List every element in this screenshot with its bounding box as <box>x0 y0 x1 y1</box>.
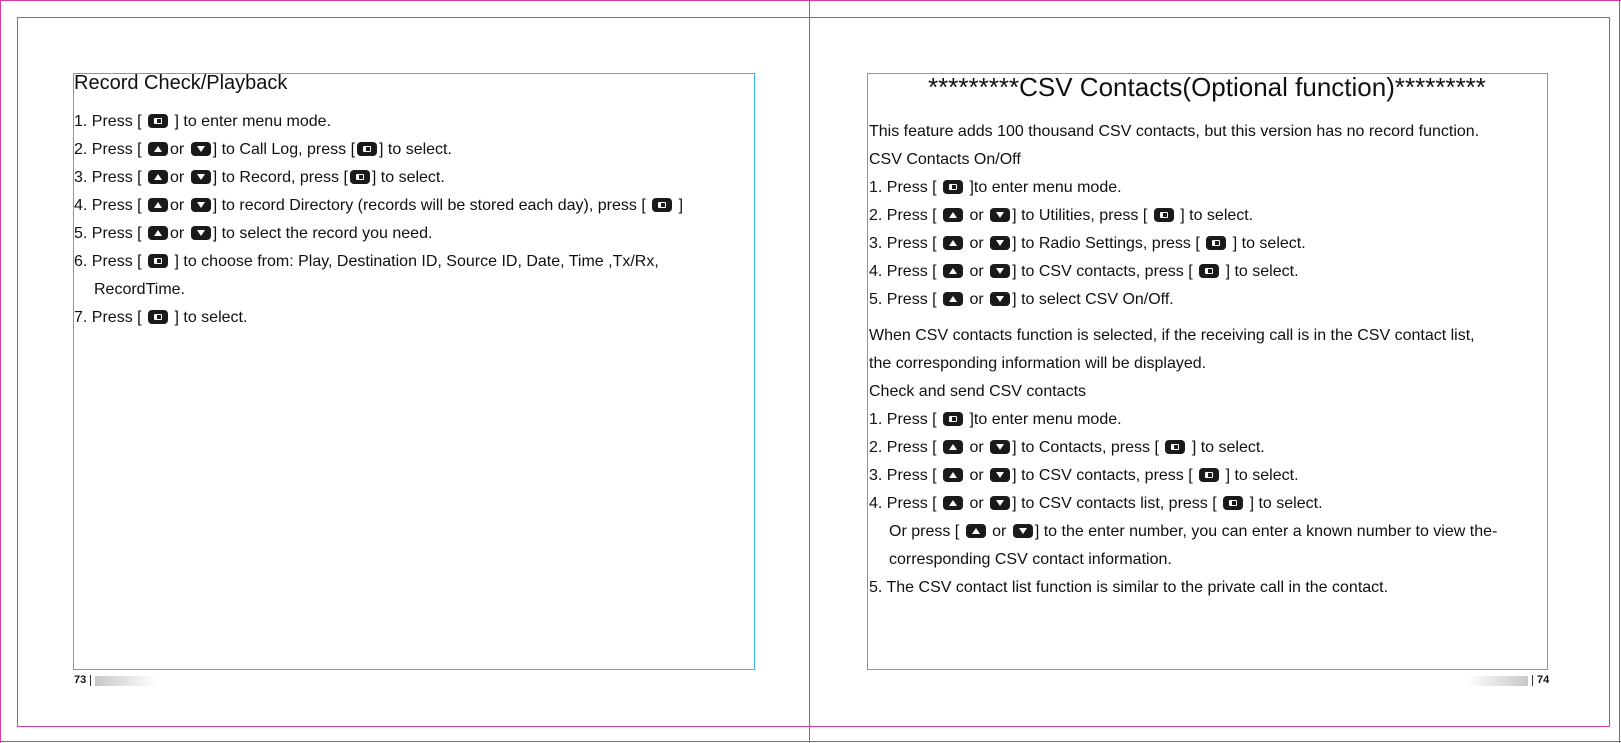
right-para-2: the corresponding information will be displayed. <box>869 355 1207 372</box>
menu-icon <box>148 310 168 324</box>
menu-icon <box>148 114 168 128</box>
left-page-number: 73 <box>74 674 87 686</box>
right-bleed-line <box>1619 0 1620 743</box>
menu-icon <box>943 180 963 194</box>
down-icon <box>1013 524 1033 538</box>
up-icon <box>148 170 168 184</box>
right-page-gradient-bar <box>1466 676 1528 686</box>
menu-icon <box>1165 440 1185 454</box>
down-icon <box>990 468 1010 482</box>
down-icon <box>990 440 1010 454</box>
down-icon <box>990 208 1010 222</box>
left-page-number-separator <box>90 675 91 686</box>
right-intro: This feature adds 100 thousand CSV contacts, but this version has no record function. <box>869 123 1480 140</box>
menu-icon <box>148 254 168 268</box>
menu-icon <box>1154 208 1174 222</box>
right-section-2-heading: Check and send CSV contacts <box>869 383 1087 400</box>
right-page-number: 74 <box>1537 674 1550 686</box>
up-icon <box>148 226 168 240</box>
down-icon <box>990 496 1010 510</box>
menu-icon <box>652 198 672 212</box>
down-icon <box>191 170 211 184</box>
menu-icon <box>350 170 370 184</box>
down-icon <box>990 292 1010 306</box>
down-icon <box>191 226 211 240</box>
up-icon <box>943 264 963 278</box>
right-para-1: When CSV contacts function is selected, if the receiving call is in the CSV contact list, <box>869 327 1475 344</box>
top-bleed-line <box>0 0 1621 1</box>
right-s1-step-1: 1. Press [ ]to enter menu mode. <box>869 179 1122 196</box>
right-or-press: Or press [ or ] to the enter number, you can enter a known number to view the- <box>889 523 1498 540</box>
up-icon <box>148 142 168 156</box>
up-icon <box>148 198 168 212</box>
left-page-frame <box>73 73 755 670</box>
menu-icon <box>1206 236 1226 250</box>
left-step-5: 5. Press [ or ] to select the record you need. <box>74 225 433 242</box>
menu-icon <box>1199 468 1219 482</box>
right-section-1-heading: CSV Contacts On/Off <box>869 151 1021 168</box>
up-icon <box>943 208 963 222</box>
menu-icon <box>357 142 377 156</box>
left-step-6-continued: RecordTime. <box>94 281 185 298</box>
up-icon <box>943 496 963 510</box>
right-s2-step-5: 5. The CSV contact list function is similar to the private call in the contact. <box>869 579 1389 596</box>
right-s1-step-4: 4. Press [ or ] to CSV contacts, press [ ] to select. <box>869 263 1299 280</box>
right-s2-step-3: 3. Press [ or ] to CSV contacts, press [ ] to select. <box>869 467 1299 484</box>
right-s2-step-4: 4. Press [ or ] to CSV contacts list, press [ ] to select. <box>869 495 1323 512</box>
up-icon <box>943 440 963 454</box>
up-icon <box>943 292 963 306</box>
up-icon <box>943 236 963 250</box>
down-icon <box>191 142 211 156</box>
down-icon <box>990 264 1010 278</box>
left-step-3: 3. Press [ or ] to Record, press [ ] to select. <box>74 169 445 186</box>
left-bleed-line <box>0 0 1 743</box>
up-icon <box>943 468 963 482</box>
right-s1-step-3: 3. Press [ or ] to Radio Settings, press [ ] to select. <box>869 235 1306 252</box>
spine-line <box>809 0 810 743</box>
left-page-gradient-bar <box>95 676 157 686</box>
right-s2-step-2: 2. Press [ or ] to Contacts, press [ ] to select. <box>869 439 1265 456</box>
right-s1-step-5: 5. Press [ or ] to select CSV On/Off. <box>869 291 1174 308</box>
down-icon <box>990 236 1010 250</box>
menu-icon <box>1199 264 1219 278</box>
bottom-bleed-line <box>0 741 1621 742</box>
right-s2-step-1: 1. Press [ ]to enter menu mode. <box>869 411 1122 428</box>
left-page-title: Record Check/Playback <box>74 72 288 94</box>
left-step-2: 2. Press [ or ] to Call Log, press [ ] to select. <box>74 141 452 158</box>
up-icon <box>966 524 986 538</box>
right-page-title: *********CSV Contacts(Optional function)********* <box>928 72 1486 102</box>
left-step-7: 7. Press [ ] to select. <box>74 309 248 326</box>
down-icon <box>191 198 211 212</box>
left-step-6: 6. Press [ ] to choose from: Play, Destination ID, Source ID, Date, Time ,Tx/Rx, <box>74 253 659 270</box>
right-s1-step-2: 2. Press [ or ] to Utilities, press [ ] to select. <box>869 207 1254 224</box>
right-or-press-continued: corresponding CSV contact information. <box>889 551 1172 568</box>
menu-icon <box>943 412 963 426</box>
left-step-1: 1. Press [ ] to enter menu mode. <box>74 113 332 130</box>
menu-icon <box>1223 496 1243 510</box>
right-page-number-separator <box>1532 675 1533 686</box>
left-step-4: 4. Press [ or ] to record Directory (records will be stored each day), press [ ] <box>74 197 684 214</box>
